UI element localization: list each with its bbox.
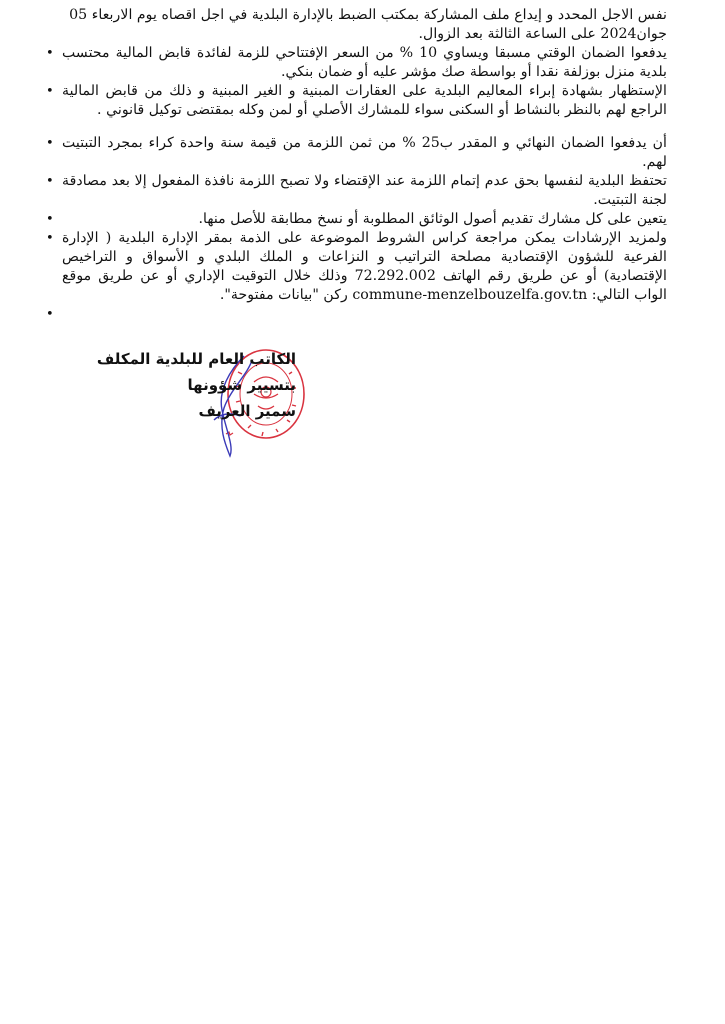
list-item-text: يتعين على كل مشارك تقديم أصول الوثائق المطلوبة أو نسخ مطابقة للأصل منها. xyxy=(198,211,667,227)
list-item-empty xyxy=(46,305,667,324)
list-item-text: أن يدفعوا الضمان النهائي و المقدر ب25 % من ثمن اللزمة من قيمة سنة واحدة كراء بمجرد التبتيت لهم. xyxy=(62,135,667,170)
bullet-icon: • xyxy=(46,212,54,227)
list-item-text: ولمزيد الإرشادات يمكن مراجعة كراس الشروط الموضوعة على الذمة بمقر الإدارة البلدية ( الإدارة الفرعية للشؤون الإقتصادية مصلحة التراتيب و النزاعات و الملك البلدي و الأسواق و التراخيص الإقتصادية) أو عن طريق رقم الهاتف 72.292.002 وذلك خلال التوقيت الإداري أو عن طريق موقع الواب التالي: commune-menzelbouzelfa.gov.tn ركن "بيانات مفتوحة". xyxy=(62,230,667,303)
list-item-text: يدفعوا الضمان الوقتي مسبقا ويساوي 10 % من السعر الإفتتاحي للزمة لفائدة قابض المالية محتسب بلدية منزل بوزلفة نقدا أو بواسطة صك مؤشر عليه أو ضمان بنكي. xyxy=(62,45,668,80)
bullet-icon: • xyxy=(46,307,54,322)
list-item xyxy=(46,172,667,210)
list-item-text: الإستظهار بشهادة إبراء المعاليم البلدية على العقارات المبنية و الغير المبنية و ذلك من قابض المالية الراجع لهم بالنظر بالنشاط أو السكنى سواء للمشارك الأصلي أو لمن وكله بمقتضى توكيل قانوني . xyxy=(62,83,667,118)
list-item xyxy=(46,134,667,172)
signature-block xyxy=(66,346,296,424)
intro-line-2: جوان2024 على الساعة الثالثة بعد الزوال. xyxy=(418,26,667,42)
bullet-icon: • xyxy=(46,231,54,246)
document-body xyxy=(46,6,668,324)
list-item xyxy=(46,82,667,120)
bullet-icon: • xyxy=(46,136,54,151)
bullet-icon: • xyxy=(46,174,54,189)
list-item xyxy=(46,44,668,82)
list-item xyxy=(46,210,667,229)
bullet-icon: • xyxy=(46,84,54,99)
bullet-icon: • xyxy=(46,46,54,61)
list-item-text: تحتفظ البلدية لنفسها بحق عدم إتمام اللزمة عند الإقتضاء ولا تصبح اللزمة نافذة المفعول إلا بعد مصادقة لجنة التبتيت. xyxy=(62,173,667,208)
signatory-title: الكاتب العام للبلدية المكلف xyxy=(96,350,296,368)
list-item xyxy=(46,229,667,305)
signatory-name: سمير العريف xyxy=(198,402,296,420)
intro-line-1: نفس الاجل المحدد و إيداع ملف المشاركة بمكتب الضبط بالإدارة البلدية في اجل اقصاه يوم الاربعاء 05 xyxy=(69,7,667,23)
signatory-subtitle: بتسيير شؤونها xyxy=(187,376,296,394)
